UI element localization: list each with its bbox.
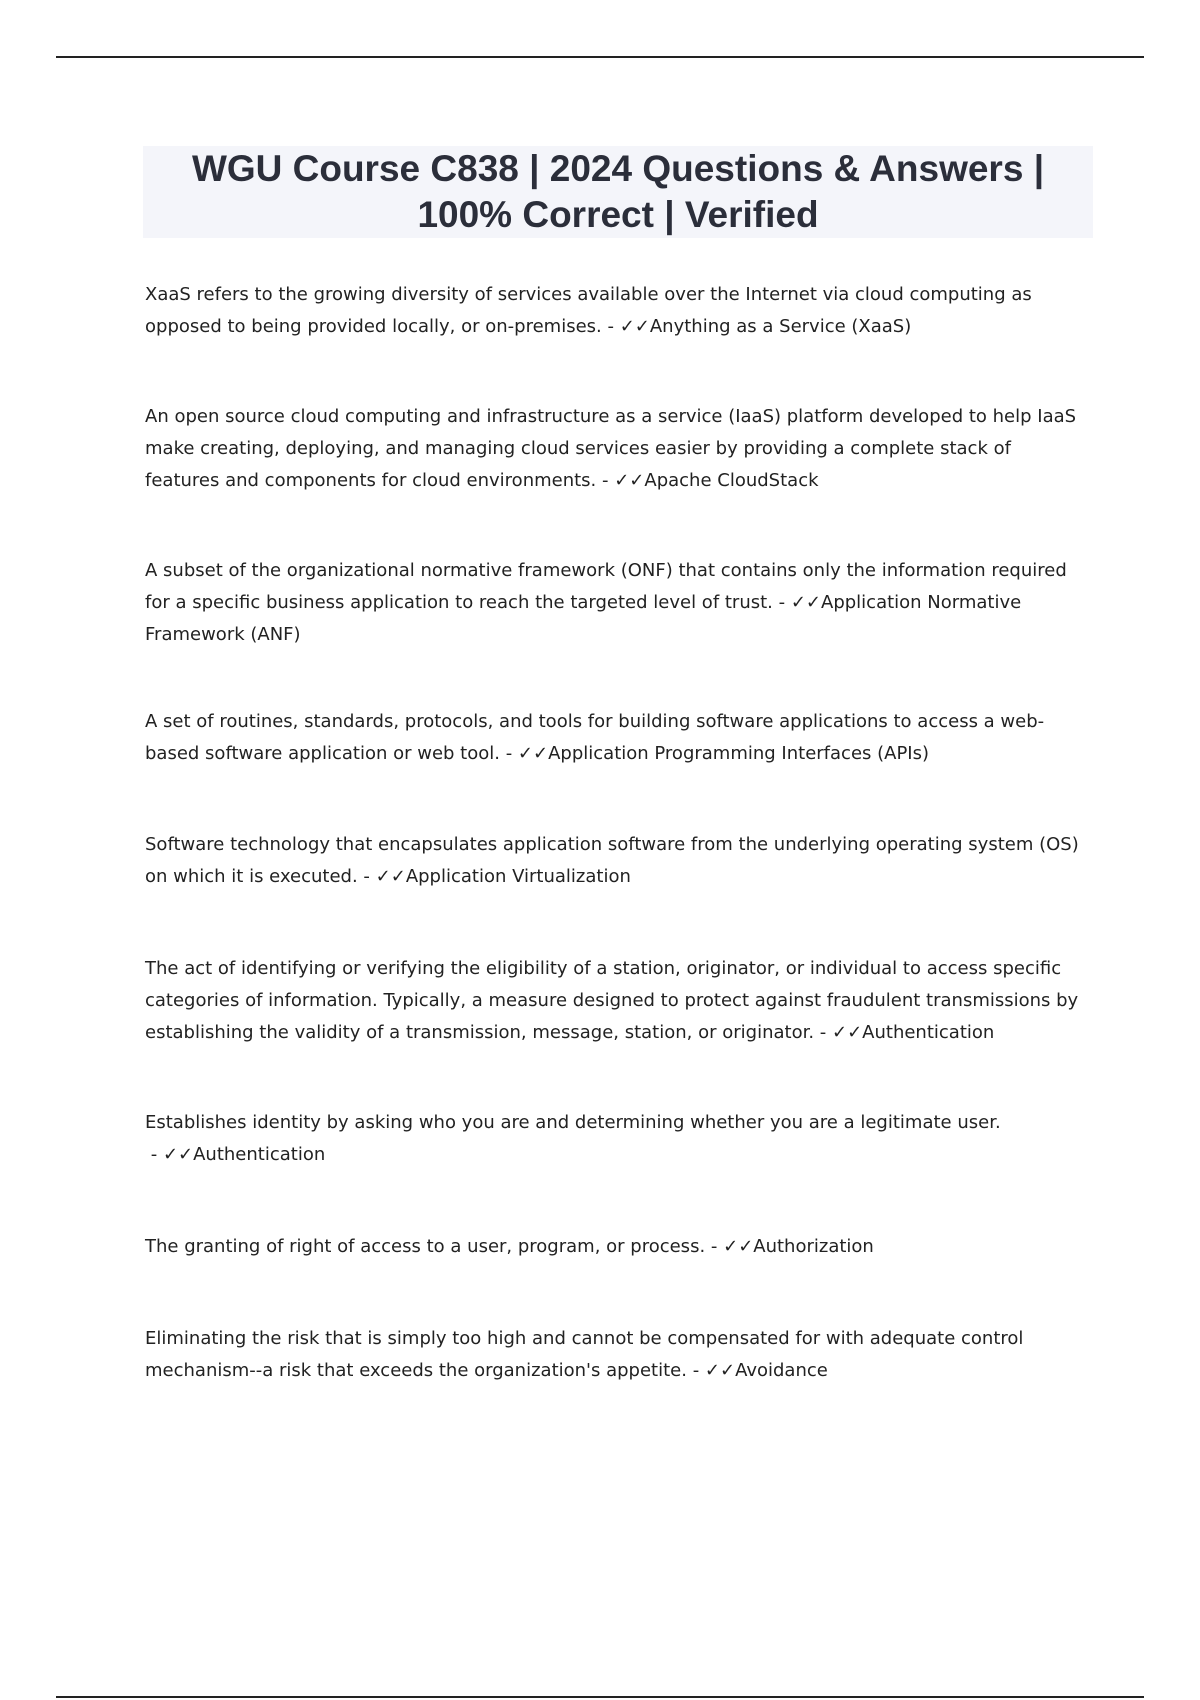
answer-text: Apache CloudStack: [644, 470, 819, 491]
qa-item-7: [145, 1107, 1085, 1171]
title-line-1: WGU Course C838 | 2024 Questions & Answers |: [191, 148, 1045, 189]
answer-separator: - ✓✓: [814, 1022, 863, 1043]
answer-text: Authentication: [862, 1022, 995, 1043]
bottom-rule: [56, 1696, 1144, 1698]
answer-separator: - ✓✓: [772, 592, 822, 613]
title-line-2: 100% Correct | Verified: [417, 194, 819, 235]
answer-text: Anything as a Service (XaaS): [649, 316, 912, 337]
qa-item-6: [145, 953, 1085, 1049]
answer-text: Authorization: [753, 1236, 874, 1257]
answer-text: Application Normative Framework (ANF): [145, 592, 1022, 645]
answer-text: Application Programming Interfaces (APIs): [548, 743, 930, 764]
question-text: A set of routines, standards, protocols, and tools for building software applications to access a web-based software application or web tool.: [145, 711, 1045, 764]
answer-separator: - ✓✓: [601, 316, 650, 337]
qa-item-3: [145, 555, 1085, 651]
qa-item-9: [145, 1323, 1085, 1387]
question-text: Eliminating the risk that is simply too high and cannot be compensated for with adequate control mechanism--a risk that exceeds the organization's appetite.: [145, 1328, 1024, 1381]
answer-text: Authentication: [193, 1144, 326, 1165]
qa-item-8: [145, 1231, 1085, 1263]
answer-separator: - ✓✓: [596, 470, 645, 491]
answer-separator: - ✓✓: [357, 866, 406, 887]
answer-separator: - ✓✓: [145, 1144, 194, 1165]
title-banner: [143, 146, 1093, 238]
question-text: Software technology that encapsulates application software from the underlying operating system (OS) on which it is executed.: [145, 834, 1079, 887]
answer-text: Avoidance: [735, 1360, 828, 1381]
answer-text: Application Virtualization: [405, 866, 631, 887]
question-text: XaaS refers to the growing diversity of services available over the Internet via cloud computing as opposed to being provided locally, or on-premises.: [145, 284, 1032, 337]
answer-separator: - ✓✓: [499, 743, 549, 764]
answer-separator: - ✓✓: [686, 1360, 736, 1381]
question-text: A subset of the organizational normative framework (ONF) that contains only the information required for a specific business application to reach the targeted level of trust.: [145, 560, 1067, 613]
question-text: The granting of right of access to a user, program, or process.: [145, 1236, 706, 1257]
question-text: An open source cloud computing and infrastructure as a service (IaaS) platform developed to help IaaS make creating, deploying, and managing cloud services easier by providing a complete stack of features and components for cloud environments.: [145, 406, 1077, 491]
qa-item-4: [145, 706, 1085, 770]
document-title: [143, 146, 1093, 238]
top-rule: [56, 56, 1144, 58]
answer-separator: - ✓✓: [705, 1236, 754, 1257]
qa-item-2: [145, 401, 1085, 497]
qa-item-5: [145, 829, 1085, 893]
question-text: Establishes identity by asking who you are and determining whether you are a legitimate user.: [145, 1112, 1001, 1133]
qa-item-1: [145, 279, 1085, 343]
question-text: The act of identifying or verifying the eligibility of a station, originator, or individual to access specific categories of information. Typically, a measure designed to protect against fraudulent transmissions by establishing the validity of a transmission, message, station, or originator.: [145, 958, 1079, 1043]
